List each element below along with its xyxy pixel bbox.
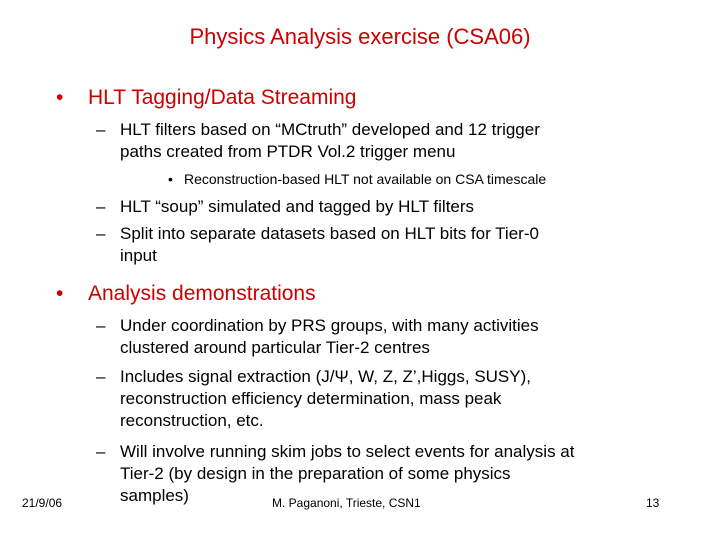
bullet-glyph: •	[56, 86, 64, 109]
footer-page-number: 13	[646, 496, 660, 510]
dash-glyph: –	[96, 197, 106, 216]
sub-bullet-text	[120, 366, 531, 432]
dash-glyph: –	[96, 367, 106, 386]
footer-date: 21/9/06	[22, 496, 63, 510]
bullet-glyph: •	[168, 171, 173, 187]
line: reconstruction, etc.	[120, 411, 264, 430]
sub-bullet-text	[120, 315, 539, 359]
sub-bullet-text	[120, 119, 540, 163]
footer-author: M. Paganoni, Trieste, CSN1	[272, 496, 421, 510]
line: Will involve running skim jobs to select events for analysis at	[120, 442, 575, 461]
sub-bullet-text	[120, 223, 539, 267]
line: input	[120, 246, 157, 265]
dash-glyph: –	[96, 120, 106, 139]
line: paths created from PTDR Vol.2 trigger menu	[120, 142, 456, 161]
line: Includes signal extraction (J/Ψ, W, Z, Z’,Higgs, SUSY),	[120, 367, 531, 386]
dash-glyph: –	[96, 442, 106, 461]
line: Under coordination by PRS groups, with many activities	[120, 316, 539, 335]
bullet-glyph: •	[56, 282, 64, 305]
line: Split into separate datasets based on HLT bits for Tier-0	[120, 224, 539, 243]
line: HLT filters based on “MCtruth” developed and 12 trigger	[120, 120, 540, 139]
bullet-text: HLT Tagging/Data Streaming	[88, 86, 357, 109]
line: samples)	[120, 486, 189, 505]
slide-title: Physics Analysis exercise (CSA06)	[189, 24, 531, 49]
dash-glyph: –	[96, 316, 106, 335]
line: Tier-2 (by design in the preparation of some physics	[120, 464, 511, 483]
bullet-text: Analysis demonstrations	[88, 282, 316, 305]
dash-glyph: –	[96, 224, 106, 243]
line: reconstruction efficiency determination, mass peak	[120, 389, 502, 408]
sub-bullet-text	[120, 196, 474, 218]
line: HLT “soup” simulated and tagged by HLT filters	[120, 197, 475, 216]
sub-sub-bullet-text: Reconstruction-based HLT not available on CSA timescale	[184, 171, 547, 187]
line: clustered around particular Tier-2 centres	[120, 338, 430, 357]
